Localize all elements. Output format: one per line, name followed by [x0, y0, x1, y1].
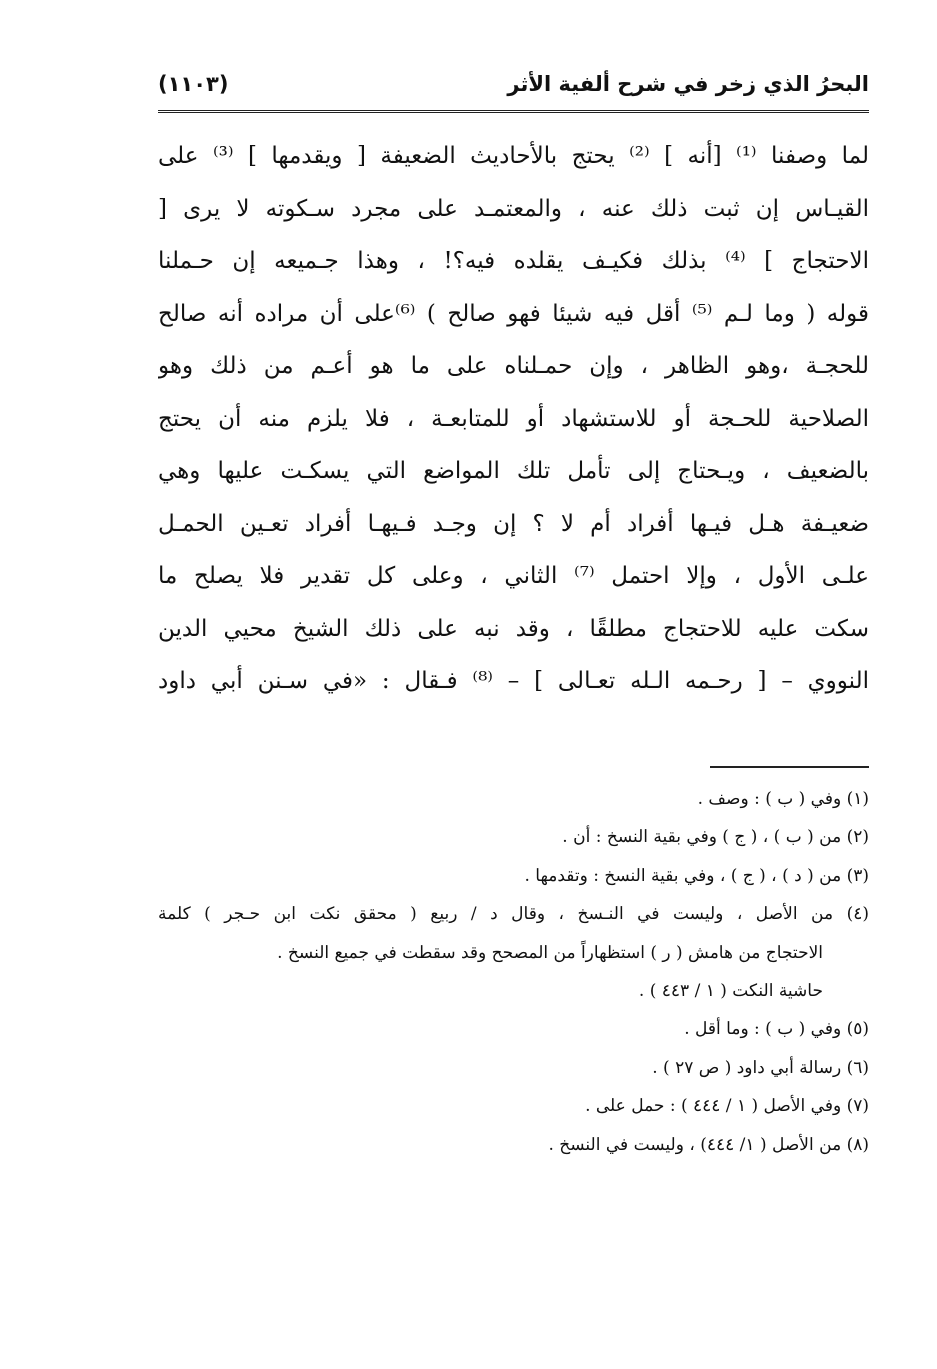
footnote-line: (٨) من الأصل ( ١/ ٤٤٤) ، وليست في النسخ . — [548, 1134, 869, 1155]
footnote-separator — [710, 766, 869, 768]
body-line: الصلاحية للحـجة أو للاستشهاد أو للمتابعـة ، فلا يلزم منه أن يحتج — [158, 405, 869, 432]
body-line: قوله ( وما لـم ⁽⁵⁾ أقل فيه شيئا فهو صالح ) ⁽⁶⁾على أن مراده أنه صالح — [158, 300, 869, 327]
footnote-line: (٤) من الأصل ، وليست في النـسخ ، وقال د / ربيع ( محقق نكت ابن حـجر ) كلمة — [158, 904, 869, 925]
body-line: بالضعيف ، ويـحتاج إلى تأمل تلك المواضع التي يسكـت عليها وهي — [158, 458, 869, 484]
page-number: (١١٠٣) — [158, 72, 229, 96]
body-line: سكت عليه للاحتجاج مطلقًا ، وقد نبه على ذلك الشيخ محيي الدين — [158, 615, 869, 642]
running-title: البحرُ الذي زخر في شرح ألفية الأثر — [507, 72, 869, 96]
body-line: للحجـة ،وهو الظاهر ، وإن حمـلناه على ما هو أعـم من ذلك وهو — [158, 353, 869, 379]
body-line: علـى الأول ، وإلا احتمل ⁽⁷⁾ الثاني ، وعلى كل تقدير فلا يصلح ما — [158, 563, 869, 589]
footnote-line: (٢) من ( ب ) ، ( ج ) وفي بقية النسخ : أن . — [562, 827, 869, 848]
footnote-line: حاشية النكت ( ١ / ٤٤٣ ) . — [638, 980, 823, 1001]
body-line: لما وصفنا ⁽¹⁾ [أنه ] ⁽²⁾ يحتج بالأحاديث الضعيفة [ ويقدمها ] ⁽³⁾ على — [158, 143, 869, 169]
footnote-line: (١) وفي ( ب ) : وصف . — [697, 789, 869, 809]
footnote-line: الاحتجاج من هامش ( ر ) استظهاراً من المصحح وقد سقطت في جميع النسخ . — [277, 942, 823, 963]
footnotes — [158, 780, 869, 1164]
footnote-line: (٧) وفي الأصل ( ١ / ٤٤٤ ) : حمل على . — [585, 1096, 869, 1117]
page-header — [158, 66, 869, 106]
body-line: القيـاس إن ثبت ذلك عنه ، والمعتمـد على مجرد سـكوته لا يرى [ — [158, 195, 869, 222]
body-line: ضعيـفة هـل فيـها أفراد أم لا ؟ إن وجـد فـيهـا أفراد تعـين الحمـل — [158, 510, 869, 537]
footnote-line: (٣) من ( د ) ، ( ج ) ، وفي بقية النسخ : وتقدمها . — [524, 865, 869, 886]
footnote-line: (٥) وفي ( ب ) : وما أقل . — [684, 1019, 869, 1040]
body-text — [158, 130, 869, 708]
header-rule — [158, 110, 869, 113]
body-line: الاحتجاج ] ⁽⁴⁾ بذلك فكيـف يقلده فيه؟! ، وهذا جـميعه إن حـملنا — [158, 248, 869, 274]
body-line: النووي – [ رحـمه الـله تعـالى ] – ⁽⁸⁾ فـقال : «في سـنن أبي داود — [158, 668, 869, 694]
footnote-line: (٦) رسالة أبي داود ( ص ٢٧ ) . — [652, 1057, 869, 1078]
